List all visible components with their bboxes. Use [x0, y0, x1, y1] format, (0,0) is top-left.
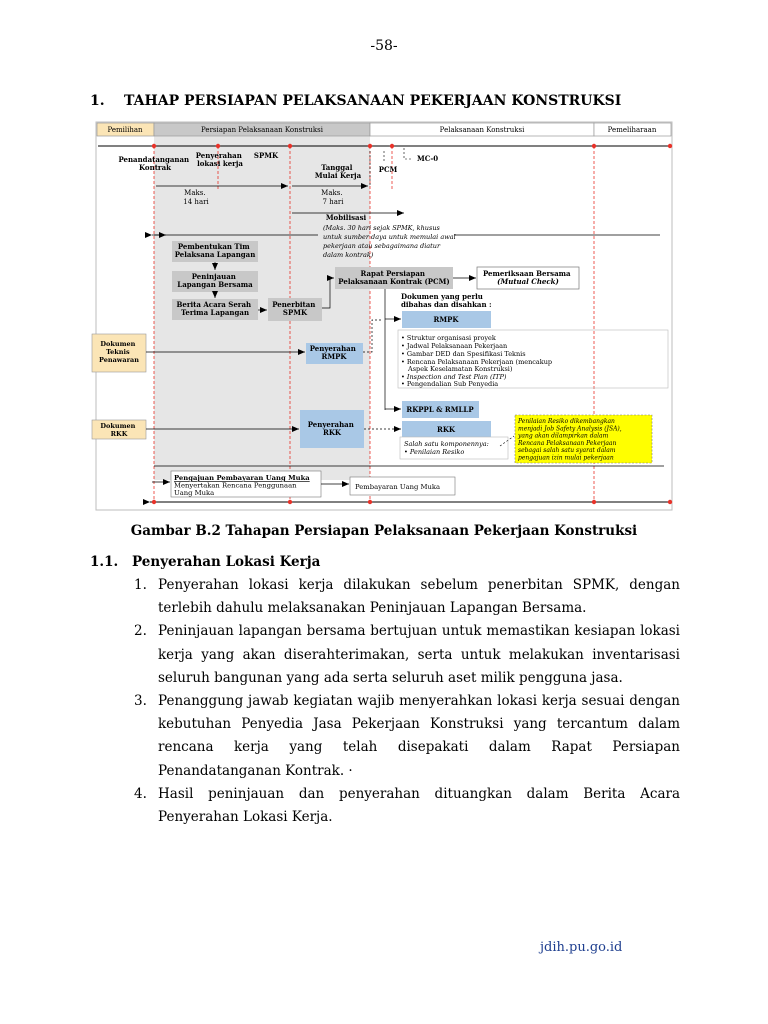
box-dokumen-teknis-label: Dokumen Teknis Penawaran [99, 340, 139, 364]
list-item [124, 690, 680, 783]
subsection-number: 1.1. [90, 554, 119, 570]
list-item-text: Penanggung jawab kegiatan wajib menyerahkan lokasi kerja sesuai dengan kebutuhan Penyedia Jasa Pekerjaan Konstruksi yang tercantum dalam rencana kerja yang telah disepakati dalam Rapat Persiapan Penandatanganan Kontrak. · [158, 693, 680, 779]
milestone-pcm: PCM [378, 165, 398, 174]
box-penyerahan-rkk-label: Penyerahan RKK [307, 420, 354, 437]
svg-text:• Rencana Pelaksanaan Pekerjaa: • Rencana Pelaksanaan Pekerjaan (mencakup [401, 358, 553, 366]
box-pembentukan-tim-label: Pembentukan Tim Pelaksana Lapangan [174, 242, 256, 259]
list-item-number: 3. [134, 693, 147, 710]
dokumen-dibahas: Dokumen yang perlu dibahas dan disahkan : [401, 292, 492, 309]
box-penyerahan-rmpk-label: Penyerahan RMPK [309, 344, 356, 361]
page-number: -58- [370, 38, 398, 54]
milestone-tanggal: Tanggal Mulai Kerja [314, 163, 362, 180]
list-item-number: 4. [134, 785, 147, 802]
duration-14: Maks. 14 hari [183, 189, 209, 206]
duration-7: Maks. 7 hari [321, 189, 344, 206]
milestone-penyerahan: Penyerahan lokasi kerja [195, 151, 243, 168]
milestone-spmk: SPMK [253, 151, 279, 160]
box-rmpk-label: RMPK [433, 315, 459, 324]
phase-label-pemilihan: Pemilihan [107, 126, 143, 134]
footer-link[interactable]: jdih.pu.go.id [540, 940, 623, 955]
phase-label-pemeliharaan: Pemeliharaan [607, 126, 657, 134]
box-pengajuan-label: Pengajuan Pembayaran Uang Muka Menyertakan Rencana Penggunaan Uang Muka [174, 474, 310, 497]
figure-caption: Gambar B.2 Tahapan Persiapan Pelaksanaan Pekerjaan Konstruksi [130, 523, 638, 539]
box-pembayaran-label: Pembayaran Uang Muka [355, 483, 441, 491]
svg-text:• Struktur organisasi proyek: • Struktur organisasi proyek [401, 334, 496, 342]
box-rkk-label: RKK [437, 425, 455, 434]
list-item-number: 1. [134, 577, 147, 593]
mobilisasi-note: (Maks. 30 hari sejak SPMK, khusus untuk sumber daya untuk memulai awal pekerjaan atau sebagaimana diatur dalam kontrak) [323, 224, 456, 259]
list-item [124, 574, 680, 620]
phase-label-pelaksanaan: Pelaksanaan Konstruksi [439, 126, 525, 134]
svg-text:Aspek Keselamatan Konstruksi): Aspek Keselamatan Konstruksi) [408, 365, 513, 373]
box-penerbitan-spmk-label: Penerbitan SPMK [272, 300, 316, 317]
svg-text:• Jadwal Pelaksanaan Pekerjaan: • Jadwal Pelaksanaan Pekerjaan [401, 342, 508, 350]
list-item-text: Penyerahan lokasi kerja dilakukan sebelum penerbitan SPMK, dengan terlebih dahulu melaksanakan Peninjauan Lapangan Bersama. [158, 577, 680, 617]
phase-label-persiapan: Persiapan Pelaksanaan Konstruksi [201, 126, 323, 134]
rkk-note: Salah satu komponennya: • Penilaian Resiko [404, 440, 489, 456]
list-item [124, 620, 680, 690]
box-peninjauan-label: Peninjauan Lapangan Bersama [177, 272, 253, 289]
box-rkppl-label: RKPPL & RMLLP [406, 405, 474, 414]
list-item-number: 2. [134, 623, 147, 640]
mobilisasi-label: Mobilisasi [325, 213, 367, 222]
numbered-list [124, 574, 680, 829]
box-rapat-pcm-label: Rapat Persiapan Pelaksanaan Kontrak (PCM) [338, 269, 450, 286]
milestone-penandatanganan: Penandatanganan Kontrak [118, 155, 190, 172]
svg-text:• Gambar DED dan Spesifikasi T: • Gambar DED dan Spesifikasi Teknis [401, 350, 526, 358]
milestone-mc0: MC-0 [417, 154, 439, 163]
list-item-text: Peninjauan lapangan bersama bertujuan untuk memastikan kesiapan lokasi kerja yang akan diserahterimakan, serta untuk melakukan inventarisasi seluruh bangunan yang ada serta seluruh aset milik pengguna jasa. [158, 623, 680, 686]
section-title: TAHAP PERSIAPAN PELAKSANAAN PEKERJAAN KONSTRUKSI [124, 93, 622, 109]
list-item [124, 783, 680, 829]
svg-text:• Inspection and Test Plan (IT: • Inspection and Test Plan (ITP) [401, 373, 507, 381]
section-number: 1. [90, 93, 105, 109]
box-pemeriksaan-label: Pemeriksaan Bersama (Mutual Check) [482, 269, 571, 286]
svg-text:• Pengendalian Sub Penyedia: • Pengendalian Sub Penyedia [401, 380, 499, 388]
yellow-note: Penilaian Resiko dikembangkan menjadi Job Safety Analysis (JSA), yang akan dilampirkan dalam Rencana Pelaksanaan Pekerjaan sebagai salah satu syarat dalam pengajuan izin mulai pekerjaan [518, 418, 622, 462]
box-berita-acara-label: Berita Acara Serah Terima Lapangan [176, 300, 252, 317]
list-item-text: Hasil peninjauan dan penyerahan dituangkan dalam Berita Acara Penyerahan Lokasi Kerja. [158, 785, 680, 826]
subsection-title: Penyerahan Lokasi Kerja [132, 554, 321, 570]
box-dokumen-rkk-label: Dokumen RKK [100, 422, 136, 438]
subsection-heading [90, 554, 320, 570]
